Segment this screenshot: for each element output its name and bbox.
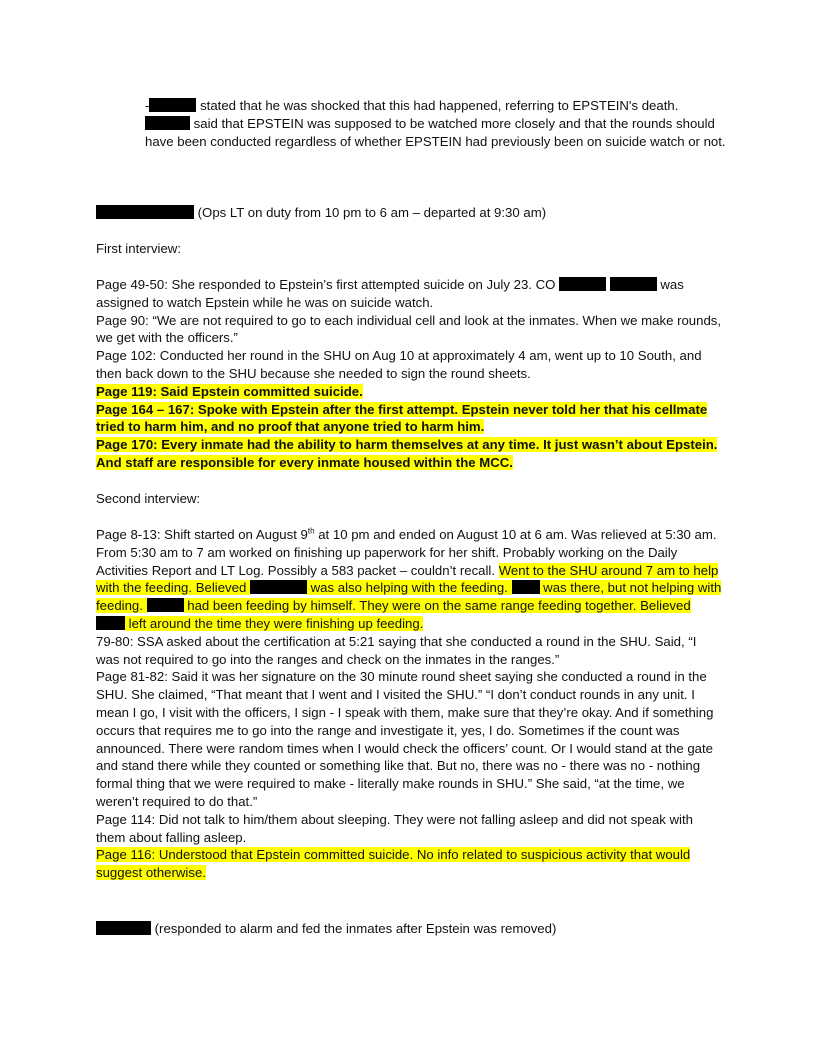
first-interview-label: First interview: xyxy=(96,241,181,256)
note-page-102: Page 102: Conducted her round in the SHU on Aug 10 at approximately 4 am, went up to 10 South, and then back down to the SHU because she needed to sign the round sheets. xyxy=(96,348,702,381)
redaction-block xyxy=(145,116,190,130)
redaction-block xyxy=(96,921,151,935)
redaction-block xyxy=(147,598,184,612)
intro-paragraph: - stated that he was shocked that this had happened, referring to EPSTEIN's death. said that EPSTEIN was supposed to be watched more closely and that the rounds should have been conducted regardless of whether EPSTEIN had previously been on suicide watch or not. xyxy=(145,98,726,149)
note-page-81: Page 81-82: Said it was her signature on the 30 minute round sheet saying she conducted a round in the SHU. She claimed, “That meant that I went and I visited the SHU.” “I don’t conduct rounds in any unit. I mean I go, I visit with the officers, I sign - I speak with them, make sure that they’re okay. And if something occurs that requires me to go into the range and investigate it, yes, I do. Sometimes if the count was announced. There were random times when I would check the officers’ count. Or I would stand at the gate and stand there while they counted or something like that. But no, there was no - there was no - nothing formal thing that we were required to make - literally make rounds in SHU.” She said, “at the time, we weren’t required to do that.” xyxy=(96,669,714,809)
first-interview-notes xyxy=(96,276,722,472)
note-page-119: Page 119: Said Epstein committed suicide. xyxy=(96,383,363,399)
redaction-block xyxy=(559,277,606,291)
person2-header: (responded to alarm and fed the inmates after Epstein was removed) xyxy=(96,920,722,938)
note-page-114: Page 114: Did not talk to him/them about sleeping. They were not falling asleep and did not speak with them about falling asleep. xyxy=(96,811,693,845)
note-page-8: Page 8-13: Shift started on August 9th at 10 pm and ended on August 10 at 6 am. Was relieved at 5:30 am. From 5:30 am to 7 am worked on finishing up paperwork for her shift. Probably working on the Daily Activities Report and LT Log. Possibly a 583 packet – couldn’t recall. Went to the SHU around 7 am to help with the feeding. Believed was also helping with the feeding. was there, but not helping with feeding. had been feeding by himself. They were on the same range feeding together. Believed left around the time they were finishing up feeding. xyxy=(96,526,722,631)
redaction-block xyxy=(149,98,196,112)
note-page-116: Page 116: Understood that Epstein committed suicide. No info related to suspicious activity that would suggest otherwise. xyxy=(96,847,691,881)
second-interview-label: Second interview: xyxy=(96,491,201,506)
person1-header: (Ops LT on duty from 10 pm to 6 am – departed at 9:30 am) xyxy=(96,204,722,222)
note-page-79: 79-80: SSA asked about the certification at 5:21 saying that she conducted a round in the SHU. Said, “I was not required to go into the ranges and check on the inmates in the ranges.” xyxy=(96,633,697,667)
note-page-49: Page 49-50: She responded to Epstein’s first attempted suicide on July 23. CO was assigned to watch Epstein while he was on suicide watch. xyxy=(96,277,684,310)
note-page-164: Page 164 – 167: Spoke with Epstein after the first attempt. Epstein never told her that his cellmate tried to harm him, and no proof that anyone tried to harm him. xyxy=(96,401,708,435)
note-page-90: Page 90: “We are not required to go to each individual cell and look at the inmates. When we make rounds, we get with the officers.” xyxy=(96,312,722,346)
redaction-block xyxy=(610,277,657,291)
second-interview-notes xyxy=(96,526,722,882)
note-page-170: Page 170: Every inmate had the ability to harm themselves at any time. It just wasn’t about Epstein. And staff are responsible for every inmate housed within the MCC. xyxy=(96,437,718,470)
redaction-block xyxy=(96,616,125,630)
redaction-block xyxy=(512,580,540,594)
redaction-block xyxy=(250,580,307,594)
redaction-block xyxy=(96,205,194,219)
